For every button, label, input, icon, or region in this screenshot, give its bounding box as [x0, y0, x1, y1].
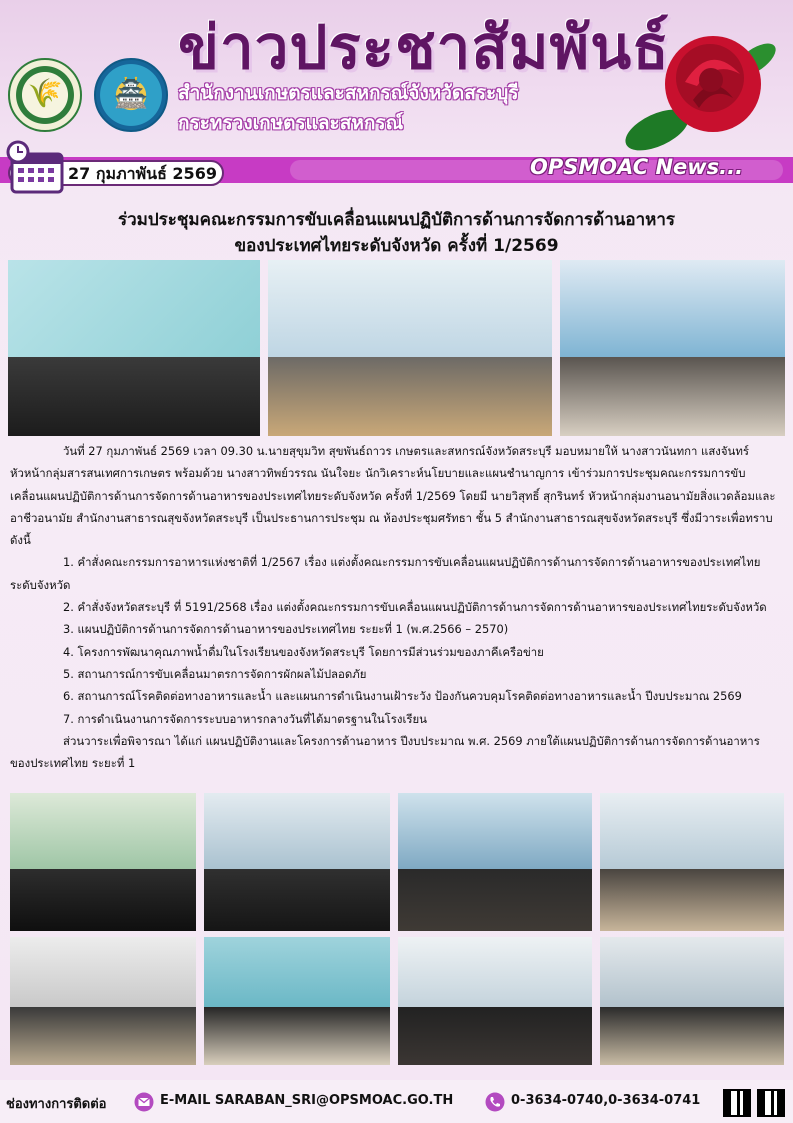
qr-code-1[interactable] — [723, 1089, 751, 1117]
meeting-photo-4 — [10, 793, 196, 931]
meeting-photo-10 — [398, 937, 592, 1065]
meeting-photo-3 — [560, 260, 785, 436]
meeting-photo-9 — [204, 937, 390, 1065]
agenda-item-1: 1. คำสั่งคณะกรรมการอาหารแห่งชาติที่ 1/2567 เรื่อง แต่งตั้งคณะกรรมการขับเคลื่อนแผนปฏิบัติการด้านการจัดการด้านอาหารของประเทศไทยระดับจังหวัด — [10, 555, 761, 592]
agenda-item-4: 4. โครงการพัฒนาคุณภาพน้ำดื่มในโรงเรียนของจังหวัดสระบุรี โดยการมีส่วนร่วมของภาคีเครือข่าย — [63, 644, 544, 659]
meeting-photo-2 — [268, 260, 552, 436]
ministry-logo — [8, 58, 82, 132]
headline-line-2: ของประเทศไทยระดับจังหวัด ครั้งที่ 1/2569 — [234, 236, 559, 256]
email-icon — [134, 1092, 154, 1112]
meeting-photo-7 — [600, 793, 784, 931]
headline-line-1: ร่วมประชุมคณะกรรมการขับเคลื่อนแผนปฏิบัติการด้านการจัดการด้านอาหาร — [117, 210, 676, 230]
ministry-name: กระทรวงเกษตรและสหกรณ์ — [178, 112, 404, 134]
agenda-item-3: 3. แผนปฏิบัติการด้านการจัดการด้านอาหารของประเทศไทย ระยะที่ 1 (พ.ศ.2566 – 2570) — [63, 622, 509, 637]
meeting-photo-6 — [398, 793, 592, 931]
article-intro: วันที่ 27 กุมภาพันธ์ 2569 เวลา 09.30 น.นายสุขุมวิท สุขพันธ์ถาวร เกษตรและสหกรณ์จังหวัดสระบุรี มอบหมายให้ นางสาวนันทกา แสงจันทร์ หัวหน้ากลุ่มสารสนเทศการเกษตร พร้อมด้วย นางสาวทิพย์วรรณ นันใจยะ นักวิเคราะห์นโยบายและแผนชำนาญการ เข้าร่วมการประชุมคณะกรรมการขับเคลื่อนแผนปฏิบัติการด้านการจัดการด้านอาหารของประเทศไทยระดับจังหวัด ครั้งที่ 1/2569 โดยมี นายวิสุทธิ์ สุกรินทร์ หัวหน้ากลุ่มงานอนามัยสิ่งแวดล้อมและอาชีวอนามัย สำนักงานสาธารณสุขจังหวัดสระบุรี เป็นประธานการประชุม ณ ห้องประชุมศรัทธา ชั้น 5 สำนักงานสาธารณสุขจังหวัดสระบุรี ซึ่งมีวาระเพื่อทราบ ดังนี้ — [10, 444, 776, 548]
temple-emblem-icon: 🏯 — [113, 76, 149, 110]
meeting-photo-11 — [600, 937, 784, 1065]
meeting-photo-8 — [10, 937, 196, 1065]
contact-label: ช่องทางการติดต่อ — [6, 1097, 107, 1112]
agenda-item-5: 5. สถานการณ์การขับเคลื่อนมาตรการจัดการผักผลไม้ปลอดภัย — [63, 666, 367, 681]
deity-emblem-icon: 🌾 — [27, 76, 63, 110]
province-logo — [94, 58, 168, 132]
office-name: สำนักงานเกษตรและสหกรณ์จังหวัดสระบุรี — [178, 82, 519, 104]
contact-phone[interactable]: 0-3634-0740,0-3634-0741 — [511, 1093, 701, 1108]
qr-code-2[interactable] — [757, 1089, 785, 1117]
contact-email[interactable]: E-MAIL SARABAN_SRI@OPSMOAC.GO.TH — [160, 1093, 454, 1108]
page-title: ข่าวประชาสัมพันธ์ — [178, 13, 670, 83]
agenda-item-7: 7. การดำเนินงานการจัดการระบบอาหารกลางวันที่ได้มาตรฐานในโรงเรียน — [63, 711, 427, 726]
news-tag: OPSMOAC News... — [530, 155, 744, 179]
meeting-photo-5 — [204, 793, 390, 931]
phone-icon — [485, 1092, 505, 1112]
agenda-item-2: 2. คำสั่งจังหวัดสระบุรี ที่ 5191/2568 เรื่อง แต่งตั้งคณะกรรมการขับเคลื่อนแผนปฏิบัติการด้านการจัดการด้านอาหารของประเทศไทยระดับจังหวัด — [63, 600, 767, 615]
agenda-item-6: 6. สถานการณ์โรคติดต่อทางอาหารและน้ำ และแผนการดำเนินงานเฝ้าระวัง ป้องกันควบคุมโรคติดต่อทางอาหารและน้ำ ปีงบประมาณ 2569 — [63, 689, 742, 704]
date-label: 27 กุมภาพันธ์ 2569 — [68, 164, 217, 183]
article-body — [10, 440, 778, 774]
consideration-agenda: ส่วนวาระเพื่อพิจารณา ได้แก่ แผนปฏิบัติงานและโครงการด้านอาหาร ปีงบประมาณ พ.ศ. 2569 ภายใต้แผนปฏิบัติการด้านการจัดการด้านอาหารของประเทศไทย ระยะที่ 1 — [10, 733, 760, 771]
meeting-photo-1 — [8, 260, 260, 436]
calendar-icon — [6, 140, 64, 194]
rose-icon — [615, 12, 785, 162]
